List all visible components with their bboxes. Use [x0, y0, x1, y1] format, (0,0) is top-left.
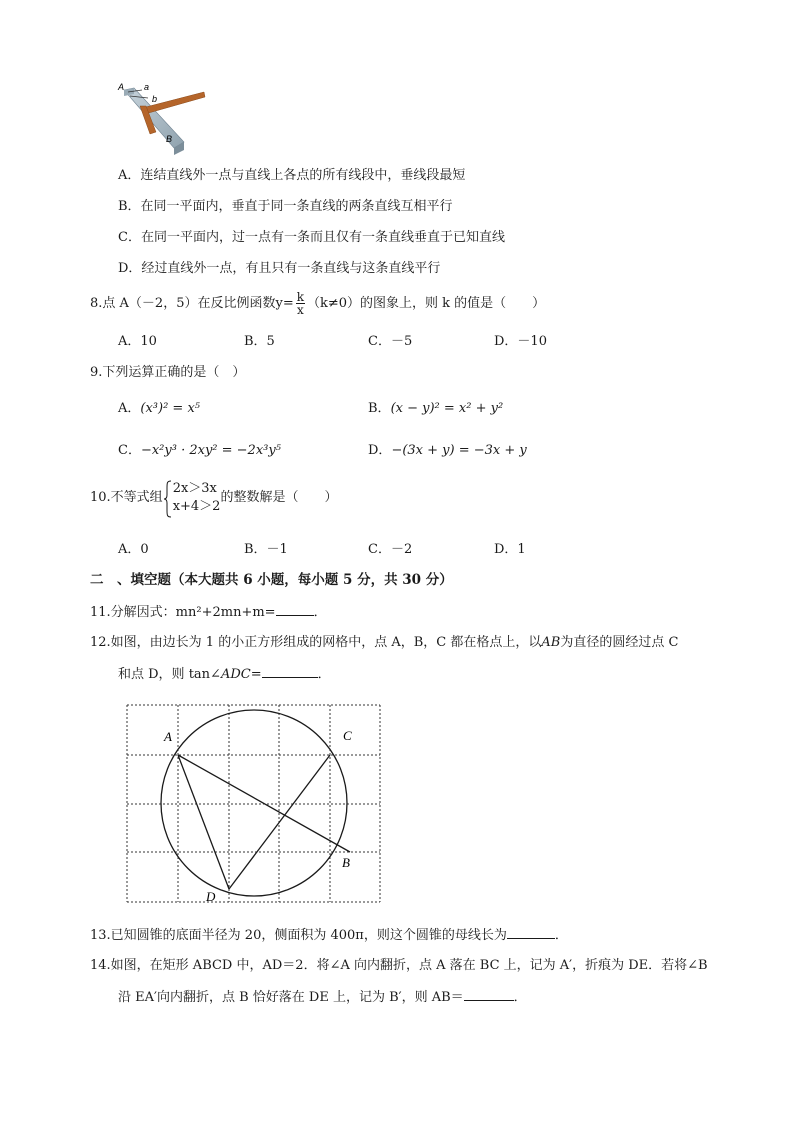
q12-line1-b: 为直径的圆经过点 C	[560, 635, 679, 650]
q11-answer-blank	[276, 603, 314, 616]
q9-option-b	[368, 400, 503, 418]
q10-option-c: C．－2	[368, 542, 413, 557]
q13-suffix: ．	[554, 928, 568, 943]
q10-option-b: B．－1	[244, 542, 288, 557]
q10-option-a: A．0	[118, 542, 149, 557]
q9-expr-b: (x − y)² = x² + y²	[390, 401, 504, 416]
q14-line2-text: 沿 EA′向内翻折，点 B 恰好落在 DE 上，记为 B′，则 AB＝	[118, 990, 464, 1005]
q8-option-b: B．5	[244, 334, 275, 349]
q12-line2-b: =	[250, 667, 262, 682]
point-B-label: B	[342, 855, 350, 870]
q9-label-c: C．	[118, 443, 141, 458]
q8-frac-den: x	[296, 303, 304, 317]
q12-line2-a: 和点 D，则 tan∠	[118, 667, 221, 682]
circle	[161, 710, 347, 896]
point-C-label: C	[343, 728, 352, 743]
q9-expr-d: −(3x + y) = −3x + y	[391, 443, 527, 458]
q10-prefix: 10.不等式组	[90, 490, 163, 505]
q11-suffix: ．	[313, 605, 327, 620]
q7-option-a: A．连结直线外一点与直线上各点的所有线段中，垂线段最短	[118, 168, 466, 183]
q7-option-b: B．在同一平面内，垂直于同一条直线的两条直线互相平行	[118, 199, 453, 214]
q14-line1: 14.如图，在矩形 ABCD 中，AD＝2．将∠A 向内翻折，点 A 落在 BC 上，记为 A′，折痕为 DE．若将∠B	[90, 958, 708, 973]
q9-option-a	[118, 400, 200, 418]
fig7-label-b: b	[152, 94, 158, 104]
q12-answer-blank	[262, 665, 318, 678]
q9-option-d	[368, 442, 527, 460]
q7-option-c: C．在同一平面内，过一点有一条而且仅有一条直线垂直于已知直线	[118, 230, 505, 245]
fig7-label-B: B	[166, 134, 173, 144]
q13-text: 13.已知圆锥的底面半径为 20，侧面积为 400π，则这个圆锥的母线长为	[90, 928, 507, 943]
q9-expr-c: −x²y³ · 2xy² = −2x³y⁵	[140, 443, 281, 458]
point-D-label: D	[206, 889, 216, 904]
q11-prefix: 11.分解因式：mn²+2mn+m=	[90, 605, 276, 620]
q12-adc: ADC	[220, 667, 251, 682]
q8-prefix: 8.点 A（－2，5）在反比例函数	[90, 296, 276, 311]
q10-option-d: D．1	[494, 542, 526, 557]
q12-line2	[118, 665, 331, 684]
q8-y-eq: y=	[275, 296, 294, 311]
q8-option-a: A．10	[118, 334, 157, 349]
q14-answer-blank	[464, 988, 514, 1001]
q8-stem	[90, 291, 545, 316]
fig7-label-a: a	[144, 82, 150, 92]
q8-fraction	[296, 291, 305, 316]
q12-line2-end: ．	[317, 667, 331, 682]
q12-ab: AB	[541, 635, 561, 650]
q14-suffix: ．	[513, 990, 527, 1005]
q9-label-d: D．	[368, 443, 392, 458]
q7-option-d: D．经过直线外一点，有且只有一条直线与这条直线平行	[118, 261, 441, 276]
q10-brace-icon	[163, 480, 173, 518]
q10-line1: 2x＞3x	[172, 481, 217, 496]
q10-inequality-system	[163, 480, 221, 516]
q8-suffix: （k≠0）的图象上，则 k 的值是（ ）	[307, 296, 546, 311]
t-square-figure	[112, 76, 212, 156]
q9-stem: 9.下列运算正确的是（ ）	[90, 365, 246, 380]
q9-expr-a: (x³)² = x⁵	[140, 401, 200, 416]
q9-label-a: A．	[118, 401, 141, 416]
q9-option-c	[118, 442, 281, 460]
section-2-title: 二 、填空题（本大题共 6 小题，每小题 5 分，共 30 分）	[90, 572, 453, 588]
grid-circle-figure	[120, 700, 385, 910]
q8-option-c: C．－5	[368, 334, 413, 349]
q8-option-d: D．－10	[494, 334, 547, 349]
q10-line2: x+4＞2	[172, 499, 221, 514]
q10-stem	[90, 480, 337, 516]
q13-stem	[90, 926, 568, 945]
q9-label-b: B．	[368, 401, 391, 416]
triangle-lines	[178, 755, 350, 889]
fig7-label-A: A	[118, 82, 125, 92]
q13-answer-blank	[507, 926, 555, 939]
q12-line1-a: 12.如图，由边长为 1 的小正方形组成的网格中，点 A，B，C 都在格点上，以	[90, 635, 542, 650]
point-A-label: A	[164, 729, 172, 744]
q12-line1	[90, 634, 678, 652]
q8-frac-num: k	[296, 290, 304, 304]
q10-suffix: 的整数解是（ ）	[220, 490, 338, 505]
q11-stem	[90, 603, 327, 622]
q14-line2	[118, 988, 527, 1007]
